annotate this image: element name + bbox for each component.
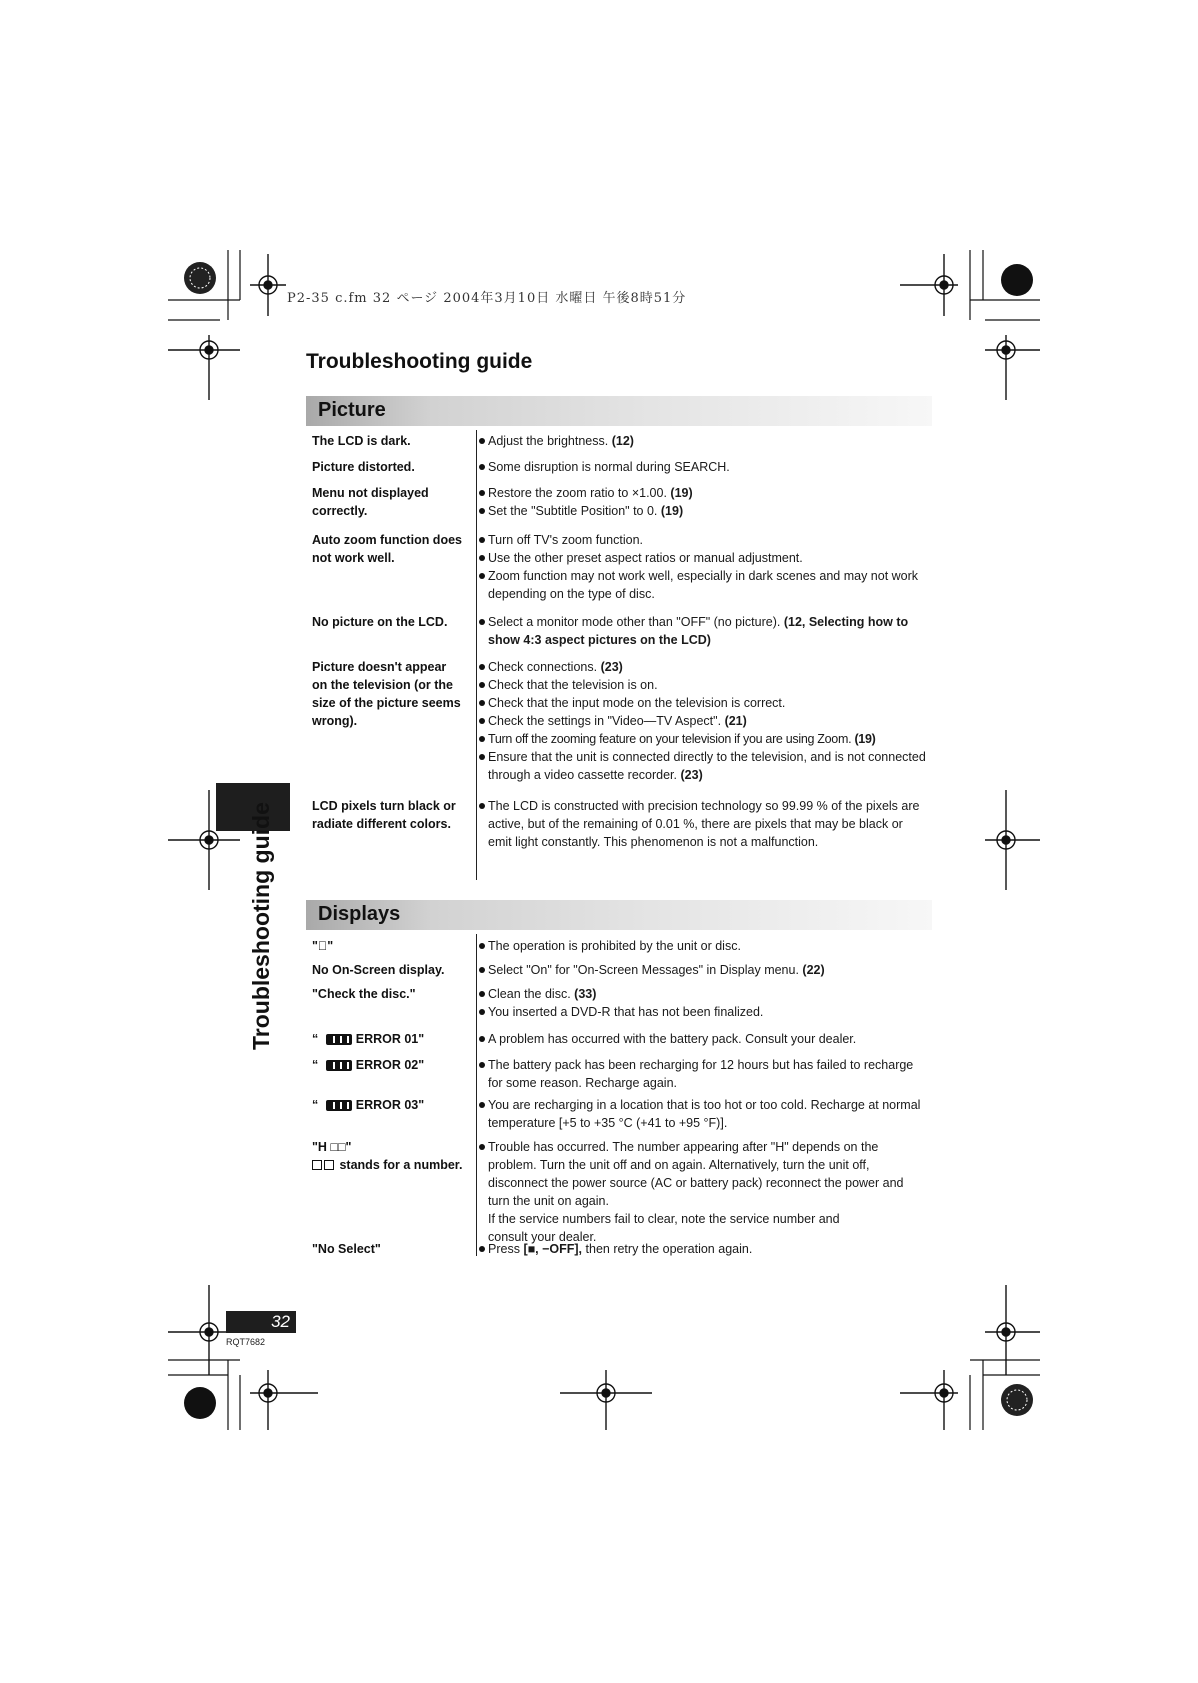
problem: "No Select"	[312, 1242, 381, 1256]
problem: No picture on the LCD.	[312, 615, 448, 629]
table-row: "⃠" The operation is prohibited by the unit or disc.	[312, 937, 932, 955]
problem: Picture doesn't appear on the television (or the size of the picture seems wrong).	[312, 660, 461, 728]
battery-icon	[326, 1100, 352, 1111]
problem: “ ERROR 01"	[312, 1032, 425, 1046]
problem: “ ERROR 02"	[312, 1058, 425, 1072]
problem: "H □□" stands for a number.	[312, 1140, 463, 1172]
section-header-picture	[306, 396, 932, 426]
section-title: Picture	[318, 399, 386, 421]
table-row: No On-Screen display. Select "On" for "On-Screen Messages" in Display menu. (22)	[312, 961, 932, 979]
table-row: Picture distorted. Some disruption is normal during SEARCH.	[312, 458, 932, 476]
table-row: “ ERROR 01" A problem has occurred with the battery pack. Consult your dealer.	[312, 1030, 932, 1048]
starburst-icon	[184, 262, 216, 294]
problem: Picture distorted.	[312, 460, 415, 474]
target-dot-icon	[184, 1387, 216, 1419]
table-row: "Check the disc." Clean the disc. (33) You inserted a DVD-R that has not been finalized.	[312, 985, 932, 1021]
page-title: Troubleshooting guide	[306, 350, 533, 373]
problem: LCD pixels turn black or radiate different colors.	[312, 799, 456, 831]
target-dot-icon	[1001, 264, 1033, 296]
table-row: “ ERROR 02" The battery pack has been recharging for 12 hours but has failed to recharge for some reason. Recharge again.	[312, 1056, 932, 1092]
crosshair-icon	[168, 335, 240, 400]
crosshair-icon	[985, 790, 1040, 890]
problem: "⃠"	[312, 939, 334, 953]
table-row: Picture doesn't appear on the television (or the size of the picture seems wrong). Check connections. (23) Check that the television is on. Check that the input mode on the television is correct. Check the settings in "Video—TV Aspect". (21) Turn off the zooming feature on your television if you are using Zoom. (19) Ensure that the unit is connected directly to the television, and is not connected through a video cassette recorder. (23)	[312, 660, 926, 782]
problem: Menu not displayed correctly.	[312, 486, 429, 518]
table-row: "H □□" stands for a number. Trouble has occurred. The number appearing after "H" depends on the problem. Turn the unit off and on again. Alternatively, turn the unit off, disconnect the power source (AC or battery pack) reconnect the power and turn the unit on again. If the service numbers fail to clear, note the service number and consult your dealer.	[312, 1138, 932, 1246]
crosshair-icon	[985, 335, 1040, 400]
table-row: “ ERROR 03" You are recharging in a location that is too hot or too cold. Recharge at normal temperature [+5 to +35 °C (+41 to +95 °F)].	[312, 1096, 932, 1132]
print-info: P2-35 c.fm 32 ページ 2004年3月10日 水曜日 午後8時51分	[287, 291, 687, 306]
model-code: RQT7682	[226, 1337, 266, 1347]
problem: The LCD is dark.	[312, 434, 411, 448]
problem: "Check the disc."	[312, 987, 416, 1001]
table-row: The LCD is dark. Adjust the brightness. (12)	[312, 432, 932, 450]
table-row: "No Select" Press [■, −OFF], then retry the operation again.	[312, 1240, 932, 1258]
crosshair-icon	[900, 1370, 958, 1430]
table-row: Menu not displayed correctly. Restore the zoom ratio to ×1.00. (19) Set the "Subtitle Position" to 0. (19)	[312, 484, 932, 520]
page-number: 32	[226, 1311, 296, 1333]
problem: Auto zoom function does not work well.	[312, 533, 462, 565]
battery-icon	[326, 1034, 352, 1045]
crosshair-icon	[985, 1285, 1040, 1375]
table-row: Auto zoom function does not work well. Turn off TV's zoom function. Use the other preset aspect ratios or manual adjustment. Zoom function may not work well, especially in dark scenes and may not work depending on the type of disc.	[312, 531, 932, 603]
table-row: LCD pixels turn black or radiate different colors. The LCD is constructed with precision technology so 99.99 % of the pixels are active, but of the remaining of 0.01 %, there are pixels that may be black or emit light constantly. This phenomenon is not a malfunction.	[312, 797, 932, 851]
problem: “ ERROR 03"	[312, 1098, 425, 1112]
problem: No On-Screen display.	[312, 963, 445, 977]
crosshair-icon	[900, 254, 958, 316]
crosshair-icon	[560, 1370, 652, 1430]
battery-icon	[326, 1060, 352, 1071]
table-row: No picture on the LCD. Select a monitor mode other than "OFF" (no picture). (12, Selecting how to show 4:3 aspect pictures on the LCD)	[312, 613, 932, 649]
section-title: Displays	[318, 903, 401, 925]
starburst-icon	[1001, 1384, 1033, 1416]
crosshair-icon	[250, 254, 286, 316]
section-header-displays	[306, 900, 932, 930]
crosshair-icon	[250, 1370, 318, 1430]
